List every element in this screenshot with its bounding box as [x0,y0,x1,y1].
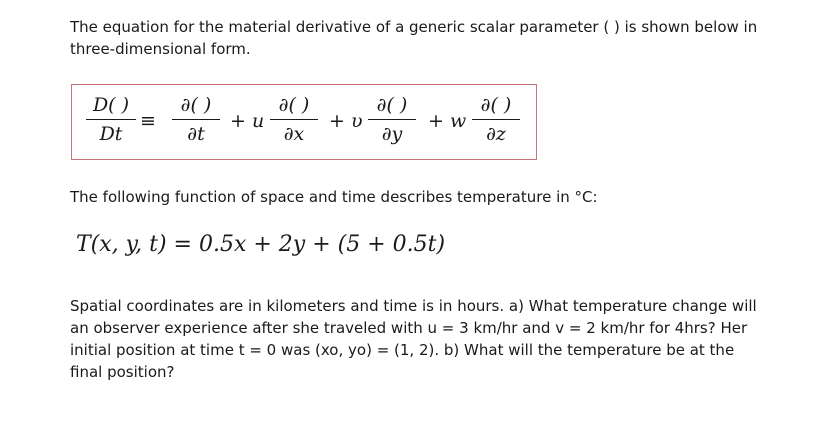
temperature-equation: T(x, y, t) = 0.5x + 2y + (5 + 0.5t) [76,232,446,257]
x-derivative-denominator: ∂x [283,123,305,145]
z-derivative-denominator: ∂z [486,123,506,145]
intro-paragraph: The equation for the material derivative of a generic scalar parameter ( ) is shown below in three-dimensional form. [70,18,758,58]
question-paragraph: Spatial coordinates are in kilometers and time is in hours. a) What temperature change will an observer experience after she traveled with u = 3 km/hr and v = 2 km/hr for 4hrs? Her initial position at time t = 0 was (xo, yo) = (1, 2). b) What will the temperature be at the final position? [70,297,757,381]
function-intro-paragraph: The following function of space and time describes temperature in °C: [70,188,598,206]
y-derivative-fraction [368,93,416,146]
z-derivative-numerator: ∂( ) [480,94,512,116]
z-derivative-fraction [472,93,520,146]
lhs-denominator: Dt [99,123,123,145]
lhs-fraction [86,93,136,146]
plus-v-term: + υ [329,110,363,132]
x-derivative-numerator: ∂( ) [278,94,310,116]
lhs-numerator: D( ) [92,94,130,116]
time-derivative-numerator: ∂( ) [180,94,212,116]
y-derivative-numerator: ∂( ) [376,94,408,116]
x-derivative-fraction [270,93,318,146]
plus-w-term: + w [428,110,467,132]
plus-u-term: + u [230,110,265,132]
time-derivative-denominator: ∂t [187,123,205,145]
equivalence-sign: ≡ [140,110,156,132]
material-derivative-equation-box [71,84,537,160]
time-derivative-fraction [172,93,220,146]
y-derivative-denominator: ∂y [381,123,403,145]
